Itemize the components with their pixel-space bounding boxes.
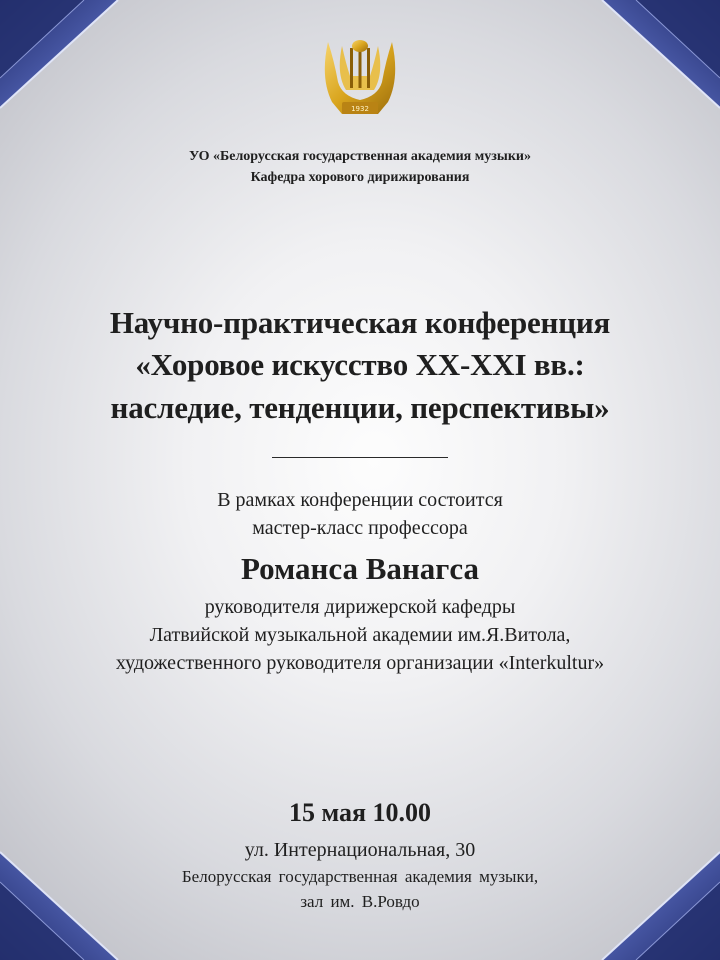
lyre-emblem-icon xyxy=(312,30,408,126)
corner-ornament-top-right xyxy=(590,0,720,120)
event-address: ул. Интернациональная, 30 xyxy=(244,839,476,861)
organization-name: УО «Белорусская государственная академия музыки» xyxy=(189,149,531,164)
intro-line-1: В рамках конференции состоится xyxy=(217,489,503,511)
event-datetime: 15 мая 10.00 xyxy=(288,798,432,827)
speaker-role-line-3: художественного руководителя организации «Interkultur» xyxy=(115,652,605,674)
conference-title-line-3: наследие, тенденции, перспективы» xyxy=(110,390,610,425)
speaker-name: Романса Ванагса xyxy=(241,551,479,586)
svg-text:1932: 1932 xyxy=(351,105,369,113)
speaker-role-line-1: руководителя дирижерской кафедры xyxy=(204,596,516,618)
event-hall: зал им. В.Ровдо xyxy=(300,892,420,911)
conference-title-line-1: Научно-практическая конференция xyxy=(109,305,611,340)
department-name: Кафедра хорового дирижирования xyxy=(250,170,470,185)
conference-title-line-2: «Хоровое искусство XX-XXI вв.: xyxy=(135,347,585,382)
divider xyxy=(272,457,448,458)
speaker-role-line-2: Латвийской музыкальной академии им.Я.Витола, xyxy=(149,624,571,646)
intro-line-2: мастер-класс профессора xyxy=(252,517,468,539)
corner-ornament-top-left xyxy=(0,0,130,120)
event-venue: Белорусская государственная академия музыки, xyxy=(181,867,539,886)
